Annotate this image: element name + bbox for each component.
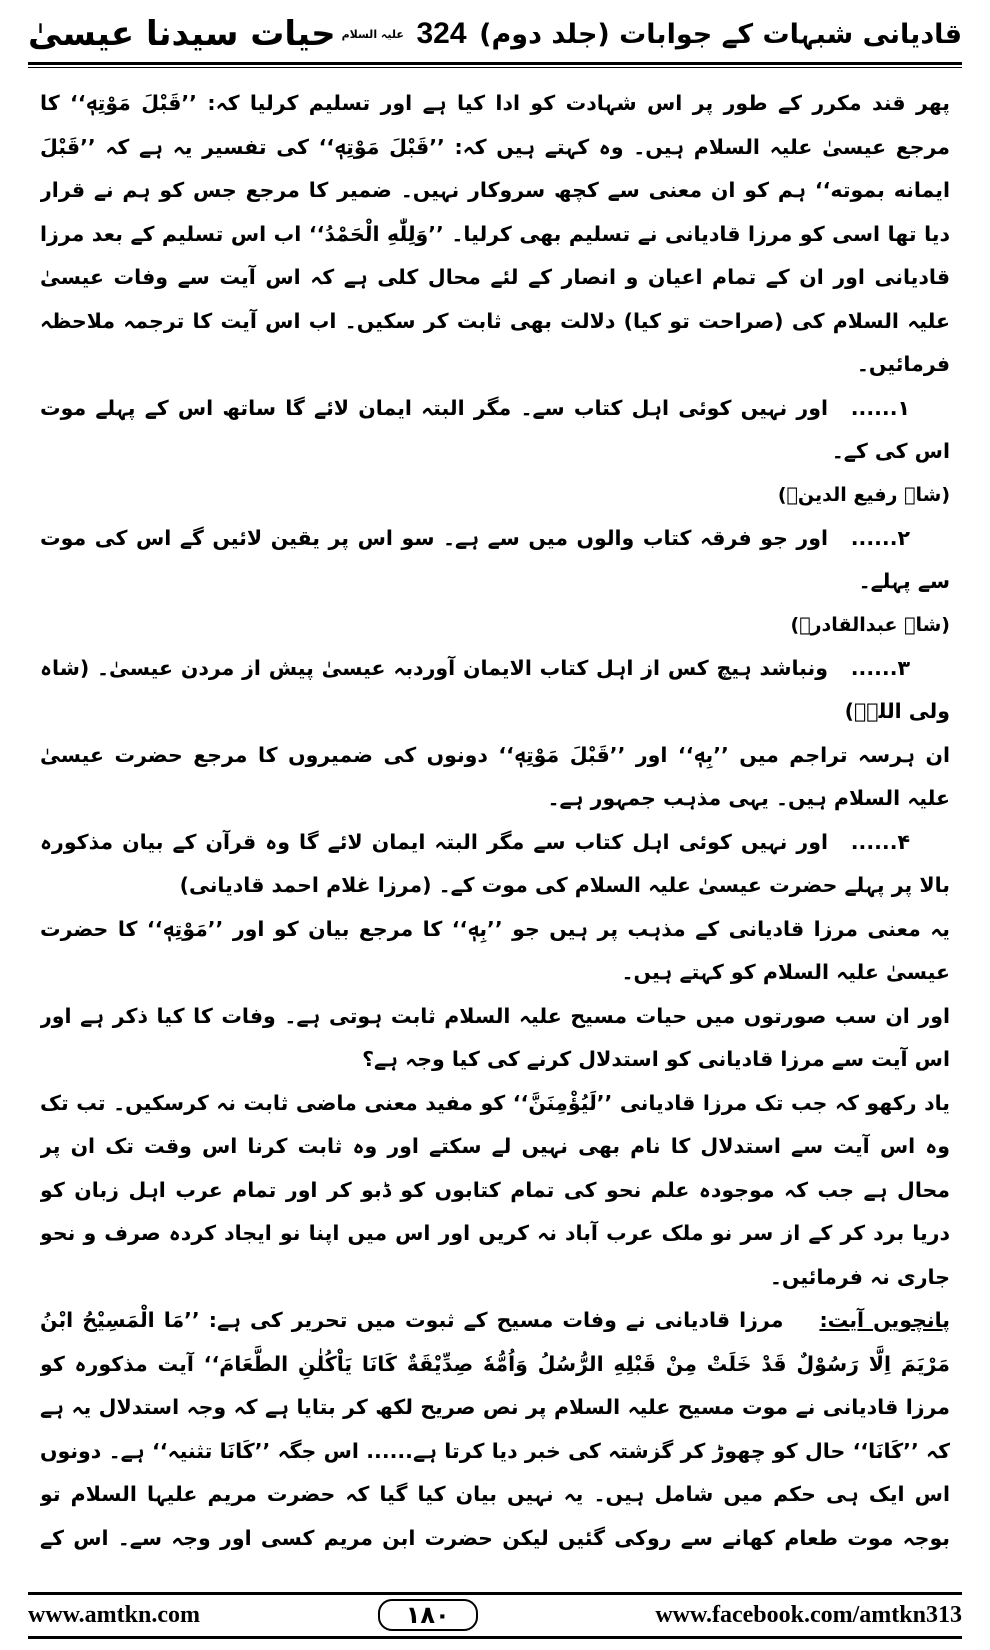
translation-1-text: اور نہیں کوئی اہل کتاب سے۔ مگر البتہ ایمان لائے گا ساتھ اس کے پہلے موت اس کی کے۔	[40, 395, 950, 463]
series-title: قادیانی شبہات کے جوابات (جلد دوم)	[479, 18, 962, 50]
paragraph-3: یہ معنی مرزا قادیانی کے مذہب پر ہیں جو ’’بِهٖ‘‘ کا مرجع بیان کو اور ’’مَوْتِهٖ‘‘ کا حضرت عیسیٰ علیہ السلام کو کہتے ہیں۔	[40, 916, 950, 984]
paragraph-1: پھر قند مکرر کے طور پر اس شہادت کو ادا کیا ہے اور تسلیم کرلیا کہ: ’’قَبْلَ مَوْتِهٖ‘‘ کا مرجع عیسیٰ علیہ السلام ہیں۔ وہ کہتے ہیں کہ: ’’قَبْلَ مَوْتِهٖ‘‘ کی تفسیر یہ ہے کہ ’’قَبْلَ ایمانه بموته‘‘ ہم کو ان معنی سے کچھ سروکار نہیں۔ ضمیر کا مرجع جس کو ہم نے قرار دیا تھا اسی کو مرزا قادیانی نے تسلیم بھی کرلیا۔ ’’وَلِلّٰهِ الْحَمْدُ‘‘ اب اس تسلیم کے بعد مرزا قادیانی اور ان کے تمام اعیان و انصار کے لئے محال کلی ہے کہ اس آیت سے وفات عیسیٰ علیہ السلام کی (صراحت تو کیا) دلالت بھی ثابت کر سکیں۔ اب اس آیت کا ترجمہ ملاحظہ فرمائیں۔	[40, 91, 950, 376]
translation-1	[40, 387, 950, 474]
translation-2	[40, 517, 950, 604]
paragraph-2: ان ہرسہ تراجم میں ’’بِهٖ‘‘ اور ’’قَبْلَ مَوْتِهٖ‘‘ دونوں کی ضمیروں کا مرجع حضرت عیسیٰ علیہ السلام ہیں۔ یہی مذہب جمہور ہے۔	[40, 742, 950, 810]
translation-2-number: ۲......	[850, 525, 910, 550]
header-rule-thin	[28, 67, 962, 68]
paragraph-6-text: مرزا قادیانی نے وفات مسیح کے ثبوت میں تحریر کی ہے: ’’مَا الْمَسِیْحُ ابْنُ مَرْیَمَ اِلَّا رَسُوْلٌ قَدْ خَلَتْ مِنْ قَبْلِهِ الرُّسُلُ وَاُمُّهٗ صِدِّیْقَةٌ كَانَا یَاْكُلٰنِ الطَّعَامَ‘‘ آیت مذکورہ کو مرزا قادیانی نے موت مسیح علیہ السلام پر نص صریح لکھ کر بتایا ہے کہ وجہ استدلال یہ ہے کہ ’’كَانَا‘‘ حال کو چھوڑ کر گزشتہ کی خبر دیا کرتا ہے...... اس جگہ ’’كَانَا تثنیہ‘‘ ہے۔ دونوں اس ایک ہی حکم میں شامل ہیں۔ یہ نہیں بیان کیا گیا کہ حضرت مریم علیہا السلام تو بوجہ موت طعام کھانے سے روکی گئیں لیکن حضرت ابن مریم کسی اور وجہ سے۔ اس کے	[40, 1308, 950, 1550]
translation-1-number: ۱......	[850, 395, 910, 420]
translation-2-attribution: (شاہ عبدالقادرؒ)	[790, 613, 950, 636]
translation-2-text: اور جو فرقہ کتاب والوں میں سے ہے۔ سو اس پر یقین لائیں گے اس کی موت سے پہلے۔	[40, 525, 950, 593]
book-title: حیات سیدنا عیسیٰ	[28, 14, 336, 54]
translation-3-number: ۳......	[850, 655, 910, 680]
page-footer	[28, 1598, 962, 1632]
honorific: علیہ السلام	[341, 27, 404, 41]
section-heading-fifth-verse: پانچویں آیت:	[819, 1308, 950, 1332]
paragraph-4: اور ان سب صورتوں میں حیات مسیح علیہ السلام ثابت ہوتی ہے۔ وفات کا کیا ذکر ہے اور اس آیت سے مرزا قادیانی کو استدلال کرنے کی کیا وجہ ہے؟	[40, 1003, 950, 1071]
book-title-block	[28, 14, 404, 54]
translation-4-number: ۴......	[850, 829, 910, 854]
header-page-number: 324	[416, 17, 467, 50]
translation-3-text: ونباشد ہیچ کس از اہل کتاب الایمان آوردبہ عیسیٰ پیش از مردن عیسیٰ۔ (شاہ ولی اللہؒ)	[40, 655, 950, 723]
translation-4	[40, 821, 950, 908]
page-body	[40, 82, 950, 1562]
paragraph-6	[40, 1299, 950, 1562]
translation-3	[40, 647, 950, 734]
footer-rule-bottom	[28, 1636, 962, 1639]
header-rule	[28, 62, 962, 65]
website-link[interactable]: www.amtkn.com	[28, 1601, 200, 1628]
footer-page-number: ۱۸۰	[378, 1599, 478, 1631]
page-header	[28, 8, 962, 60]
facebook-link[interactable]: www.facebook.com/amtkn313	[655, 1601, 962, 1628]
translation-1-attribution: (شاہ رفیع الدینؒ)	[777, 483, 950, 506]
translation-4-text: اور نہیں کوئی اہل کتاب سے مگر البتہ ایمان لائے گا وہ قرآن کے بیان مذکورہ بالا پر پہلے حضرت عیسیٰ علیہ السلام کی موت کے۔ (مرزا غلام احمد قادیانی)	[40, 829, 950, 897]
footer-rule-top	[28, 1592, 962, 1595]
paragraph-5: یاد رکھو کہ جب تک مرزا قادیانی ’’لَیُؤْمِنَنَّ‘‘ کو مفید معنی ماضی ثابت نہ کرسکیں۔ تب تک وہ اس آیت سے استدلال کا نام بھی نہیں لے سکتے اور وہ ثابت کرنا اس وقت تک ان پر محال ہے جب کہ موجودہ علم نحو کی تمام کتابوں کو ڈبو کر اور تمام عرب اہل زبان کو دریا برد کر کے از سر نو ملک عرب آباد نہ کریں اور اس میں اپنا نو ایجاد کردہ صرف و نحو جاری نہ فرمائیں۔	[40, 1090, 950, 1289]
